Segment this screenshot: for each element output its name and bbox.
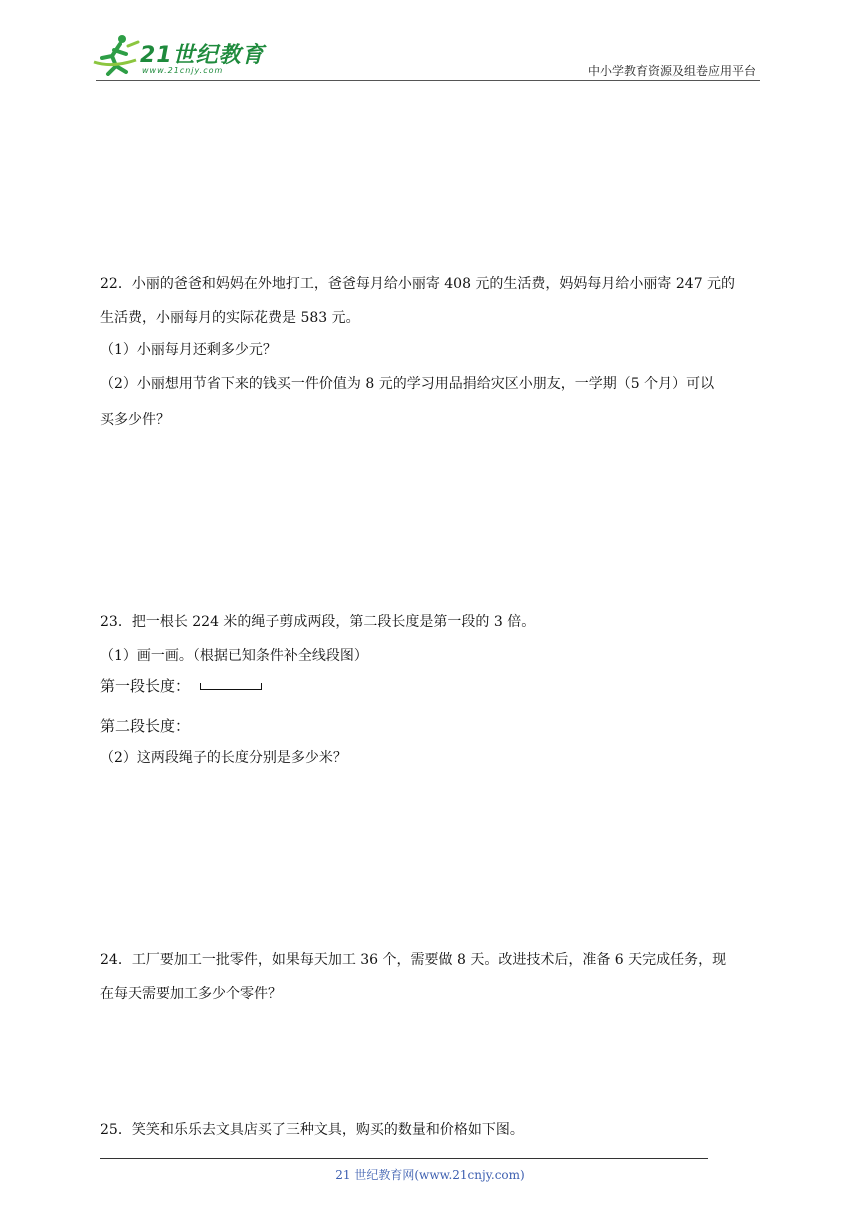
platform-title: 中小学教育资源及组卷应用平台 <box>587 64 756 78</box>
logo-text: 21世纪教育 <box>140 43 265 68</box>
q22-sub2-line2: 买多少件？ <box>100 412 170 428</box>
q25-line1: 25．笑笑和乐乐去文具店买了三种文具，购买的数量和价格如下图。 <box>100 1122 524 1138</box>
q22-line1: 22．小丽的爸爸和妈妈在外地打工，爸爸每月给小丽寄 408 元的生活费，妈妈每月给小丽寄 247 元的 <box>100 276 736 292</box>
q24-line1: 24．工厂要加工一批零件，如果每天加工 36 个，需要做 8 天。改进技术后，准备 6 天完成任务，现 <box>100 952 727 968</box>
q23-sub2: （2）这两段绳子的长度分别是多少米？ <box>100 750 347 766</box>
segment-2-label: 第二段长度： <box>100 717 191 735</box>
logo-url: www.21cnjy.com <box>142 66 224 75</box>
runner-icon <box>92 32 140 76</box>
segment-1-label: 第一段长度： <box>100 677 191 695</box>
header-divider <box>96 80 760 81</box>
segment-1-diagram <box>200 683 262 690</box>
site-logo <box>92 32 265 80</box>
q22-sub2-line1: （2）小丽想用节省下来的钱买一件价值为 8 元的学习用品捐给灾区小朋友，一学期（5 个月）可以 <box>100 376 715 392</box>
q24-line2: 在每天需要加工多少个零件？ <box>100 986 282 1002</box>
footer-text: 21 世纪教育网(www.21cnjy.com) <box>335 1168 525 1182</box>
q23-line1: 23．把一根长 224 米的绳子剪成两段，第二段长度是第一段的 3 倍。 <box>100 614 536 630</box>
q22-line2: 生活费，小丽每月的实际花费是 583 元。 <box>100 310 360 326</box>
q22-sub1: （1）小丽每月还剩多少元？ <box>100 342 277 358</box>
footer-divider <box>100 1158 708 1159</box>
q23-sub1: （1）画一画。（根据已知条件补全线段图） <box>100 648 368 664</box>
